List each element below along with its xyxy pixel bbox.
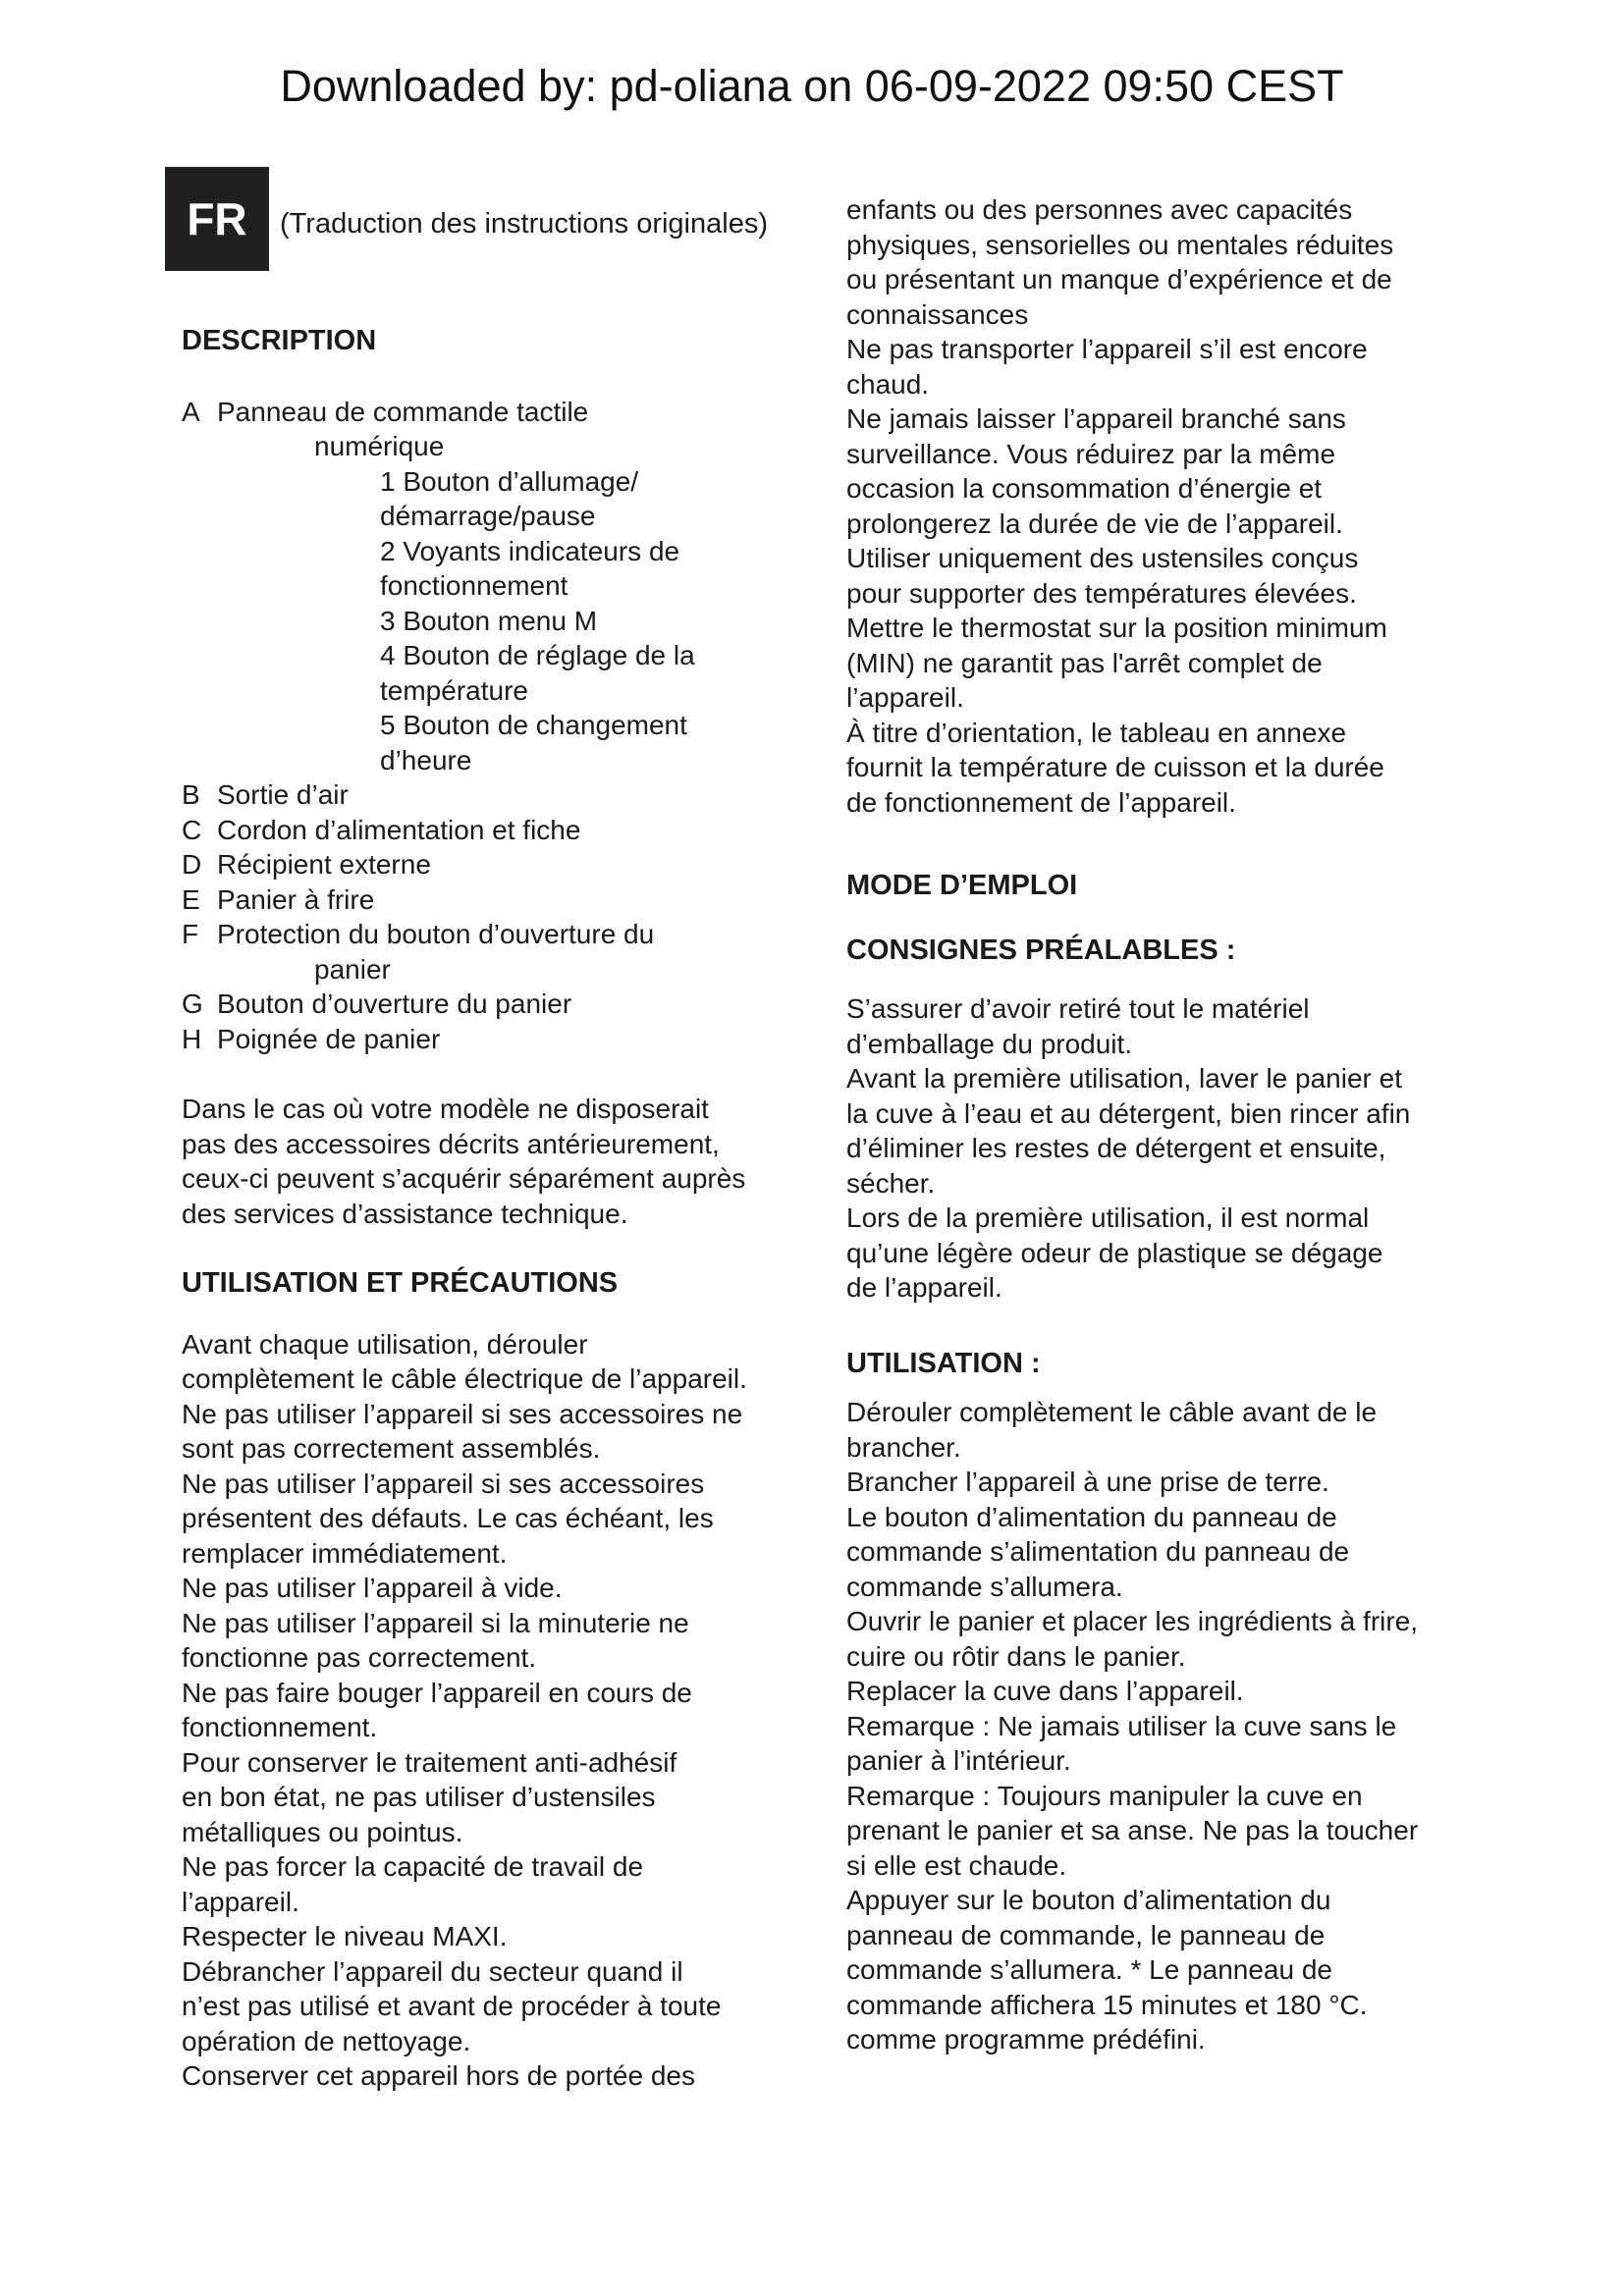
text-line: enfants ou des personnes avec capacités [846,194,1353,225]
text-line: prenant le panier et sa anse. Ne pas la toucher [846,1815,1419,1845]
text-line: (MIN) ne garantit pas l'arrêt complet de [846,647,1323,678]
accessories-note [182,1092,800,1231]
text-line: l’appareil. [182,1886,299,1917]
text-line: connaissances [846,298,1029,330]
download-header: Downloaded by: pd-oliana on 06-09-2022 09:50 CEST [280,61,1344,111]
right-column [846,192,1475,2057]
item-text: Bouton d’ouverture du panier [217,988,572,1019]
text-line: d’emballage du produit. [846,1028,1133,1059]
text-line: présentent des défauts. Le cas échéant, les [182,1503,714,1533]
item-text: numérique [314,431,445,461]
mode-heading: MODE D’EMPLOI [846,870,1078,901]
item-text: Protection du bouton d’ouverture du [217,919,655,949]
text-line: Ne jamais laisser l’appareil branché sans [846,403,1346,434]
text-line: Lors de la première utilisation, il est normal [846,1202,1370,1233]
description-item [182,813,800,848]
text-line: en bon état, ne pas utiliser d’ustensiles [182,1782,656,1812]
text-line: physiques, sensorielles ou mentales réduites [846,229,1394,260]
item-text: 2 Voyants indicateurs de [380,535,680,566]
item-letter: E [182,883,200,915]
description-item [182,464,800,500]
text-line: comme programme prédéfini. [846,2024,1206,2055]
text-line: Conserver cet appareil hors de portée des [182,2060,695,2091]
item-text: panier [314,953,391,985]
description-item [182,638,800,673]
text-line: Ne pas utiliser l’appareil si la minuterie ne [182,1607,689,1638]
text-line: des services d’assistance technique. [182,1198,628,1229]
text-line: fonctionne pas correctement. [182,1642,537,1673]
item-text: Panneau de commande tactile [217,396,589,427]
text-line: Replacer la cuve dans l’appareil. [846,1676,1244,1706]
description-item [182,499,800,534]
text-line: Dérouler complètement le câble avant de le [846,1397,1378,1427]
text-line: l’appareil. [846,682,964,713]
text-line: surveillance. Vous réduirez par la même [846,438,1336,469]
text-line: qu’une légère odeur de plastique se dégage [846,1237,1383,1268]
description-item [182,882,800,918]
text-line: si elle est chaude. [846,1849,1067,1881]
text-line: métalliques ou pointus. [182,1816,463,1847]
precautions-continued [846,192,1475,820]
text-line: pas des accessoires décrits antérieurement, [182,1128,720,1159]
text-line: Ne pas utiliser l’appareil si ses accessoires [182,1468,705,1499]
description-item [182,1022,800,1057]
description-list [182,395,800,1057]
text-line: fonctionnement. [182,1712,378,1742]
text-line: n’est pas utilisé et avant de procéder à toute [182,1991,722,2021]
text-line: Utiliser uniquement des ustensiles conçus [846,543,1359,573]
text-line: pour supporter des températures élevées. [846,577,1357,609]
text-line: panier à l’intérieur. [846,1745,1071,1776]
text-line: opération de nettoyage. [182,2025,471,2056]
description-item [182,534,800,569]
text-line: Respecter le niveau MAXI. [182,1921,508,1951]
text-line: Avant chaque utilisation, dérouler [182,1328,588,1360]
item-letter: H [182,1023,202,1054]
text-line: Ne pas transporter l’appareil s’il est encore [846,334,1368,364]
item-text: d’heure [380,744,472,775]
item-text: Panier à frire [217,883,375,915]
item-text: 5 Bouton de changement [380,710,687,740]
item-letter: A [182,396,200,427]
item-text: 4 Bouton de réglage de la [380,640,695,670]
text-line: Appuyer sur le bouton d’alimentation du [846,1885,1331,1915]
item-text: Sortie d’air [217,779,349,810]
description-item [182,673,800,709]
text-line: complètement le câble électrique de l’appareil. [182,1363,747,1394]
text-line: sont pas correctement assemblés. [182,1433,601,1464]
text-line: fournit la température de cuisson et la durée [846,752,1384,782]
description-item [182,429,800,464]
text-line: prolongerez la durée de vie de l’appareil. [846,507,1343,539]
text-line: Remarque : Toujours manipuler la cuve en [846,1780,1363,1811]
item-text: température [380,674,528,706]
text-line: chaud. [846,368,930,400]
text-line: panneau de commande, le panneau de [846,1919,1326,1950]
description-item [182,847,800,882]
prelim-heading: CONSIGNES PRÉALABLES : [846,934,1236,966]
left-column [182,324,800,2094]
text-line: Dans le cas où votre modèle ne disposerait [182,1094,709,1124]
item-letter: C [182,814,202,845]
text-line: Ne pas utiliser l’appareil si ses accessoires ne [182,1398,743,1429]
text-line: cuire ou rôtir dans le panier. [846,1640,1186,1672]
text-line: commande s’allumera. * Le panneau de [846,1954,1332,1985]
precautions-heading: UTILISATION ET PRÉCAUTIONS [182,1267,619,1299]
description-item [182,568,800,604]
item-text: Poignée de panier [217,1023,441,1054]
item-text: 1 Bouton d’allumage/ [380,465,639,497]
description-item [182,987,800,1022]
text-line: Le bouton d’alimentation du panneau de [846,1501,1337,1532]
item-letter: B [182,779,200,810]
text-line: remplacer immédiatement. [182,1537,508,1569]
description-item [182,708,800,743]
language-badge: FR [165,167,269,271]
text-line: commande affichera 15 minutes et 180 °C. [846,1989,1368,2020]
text-line: la cuve à l’eau et au détergent, bien rincer afin [846,1097,1411,1129]
text-line: ceux-ci peuvent s’acquérir séparément auprès [182,1163,746,1194]
usage-heading: UTILISATION : [846,1347,1041,1379]
text-line: Remarque : Ne jamais utiliser la cuve sans le [846,1710,1397,1741]
text-line: Ne pas utiliser l’appareil à vide. [182,1573,563,1603]
text-line: Brancher l’appareil à une prise de terre. [846,1467,1329,1497]
document-subtitle: (Traduction des instructions originales) [280,208,768,240]
text-line: S’assurer d’avoir retiré tout le matériel [846,993,1310,1024]
text-line: À titre d’orientation, le tableau en annexe [846,717,1347,748]
text-line: Pour conserver le traitement anti-adhésif [182,1746,677,1778]
text-line: d’éliminer les restes de détergent et ensuite, [846,1133,1386,1163]
item-text: Cordon d’alimentation et fiche [217,814,581,845]
text-line: commande s’allumera. [846,1571,1123,1602]
text-line: Mettre le thermostat sur la position minimum [846,613,1387,643]
prelim-text [846,991,1475,1306]
item-letter: G [182,988,203,1019]
text-line: ou présentant un manque d’expérience et de [846,264,1392,294]
text-line: Ouvrir le panier et placer les ingrédients à frire, [846,1606,1419,1636]
description-heading: DESCRIPTION [182,325,377,356]
item-text: 3 Bouton menu M [380,605,598,636]
text-line: Avant la première utilisation, laver le panier et [846,1063,1403,1094]
text-line: de l’appareil. [846,1272,1002,1303]
text-line: Ne pas faire bouger l’appareil en cours de [182,1677,692,1708]
text-line: commande s’alimentation du panneau de [846,1536,1350,1567]
text-line: occasion la consommation d’énergie et [846,473,1323,504]
item-letter: F [182,919,199,949]
text-line: de fonctionnement de l’appareil. [846,786,1236,818]
description-item [182,743,800,778]
description-item [182,917,800,952]
usage-text [846,1395,1475,2057]
text-line: sécher. [846,1167,936,1199]
text-line: brancher. [846,1431,961,1463]
text-line: Ne pas forcer la capacité de travail de [182,1851,644,1882]
description-item [182,604,800,639]
item-text: Récipient externe [217,849,431,880]
description-item [182,395,800,430]
item-letter: D [182,849,202,880]
text-line: Débrancher l’appareil du secteur quand il [182,1955,683,1987]
item-text: fonctionnement [380,570,568,601]
precautions-text [182,1327,800,2094]
item-text: démarrage/pause [380,501,596,531]
description-item [182,952,800,988]
description-item [182,777,800,813]
